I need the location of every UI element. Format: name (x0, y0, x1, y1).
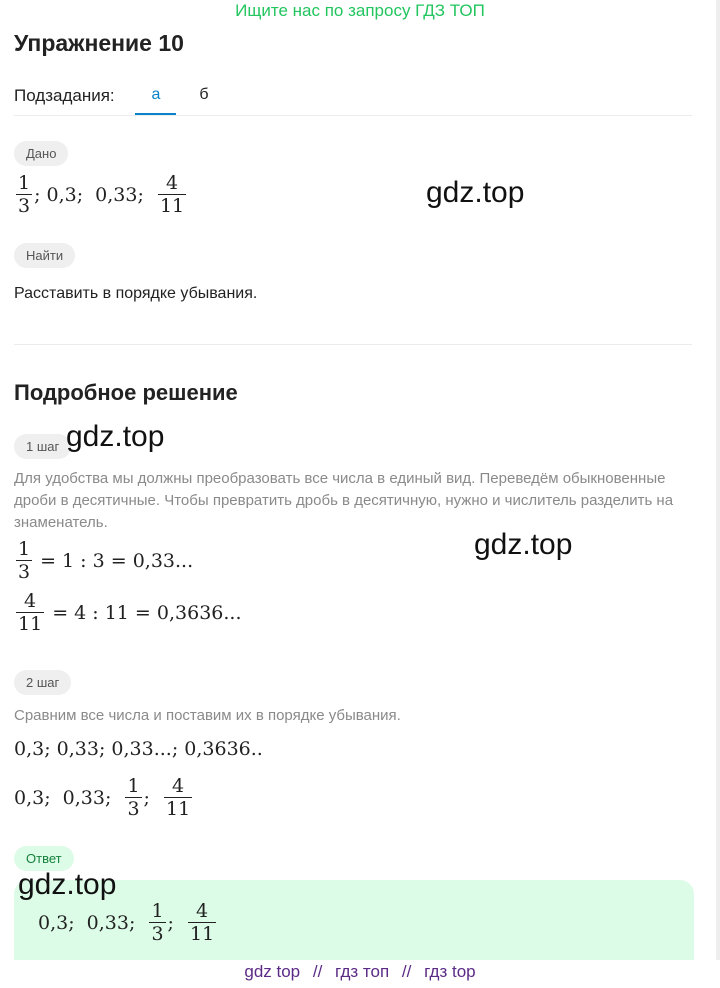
given-decimal-1: 0,3 (46, 183, 77, 206)
bottom-link-2[interactable]: гдз топ (335, 962, 390, 981)
answer-fraction-1-den: 3 (151, 923, 164, 945)
eq2-den: 11 (18, 613, 43, 635)
bottom-link-1[interactable]: gdz top (244, 962, 301, 981)
answer-fraction-2-den: 11 (189, 923, 215, 945)
bottom-link-3[interactable]: гдз top (424, 962, 476, 981)
given-values (14, 172, 188, 217)
step-1-text: Для удобства мы должны преобразовать все числа в единый вид. Переведём обыкновенные дроби в десятичные. Чтобы превратить дробь в десятичную, нужно и числитель разделить на знаменатель. (14, 470, 674, 531)
given-fraction-2 (158, 172, 186, 217)
separator: ; (143, 786, 156, 809)
line2-fraction-1-den: 3 (127, 798, 140, 820)
answer-values (38, 900, 218, 945)
separator: ; (128, 911, 142, 934)
eq1-rest: = 1 : 3 = 0,33... (40, 549, 194, 572)
find-text: Расставить в порядке убывания. (14, 285, 258, 302)
answer-fraction-2-num: 4 (196, 900, 209, 922)
watermark: gdz.top (474, 528, 573, 561)
line2-decimal-2: 0,33 (62, 786, 105, 809)
step-2-text: Сравним все числа и поставим их в порядке убывания. (14, 707, 401, 724)
given-pill: Дано (14, 141, 68, 166)
step-2-line-1: 0,3; 0,33; 0,33...; 0,3636.. (14, 738, 263, 760)
step-1-equation-2 (14, 590, 242, 635)
solution-title: Подробное решение (14, 380, 238, 405)
tab-a[interactable]: а (151, 86, 161, 103)
line2-fraction-1 (125, 775, 141, 820)
watermark: gdz.top (66, 420, 165, 453)
answer-fraction-2 (188, 900, 216, 945)
separator: ; (167, 911, 180, 934)
answer-decimal-2: 0,33 (86, 911, 129, 934)
top-banner[interactable]: Ищите нас по запросу ГДЗ ТОП (235, 1, 485, 20)
separator: ; (34, 183, 41, 206)
step-2-pill: 2 шаг (14, 670, 71, 695)
answer-fraction-1-num: 1 (151, 900, 164, 922)
given-fraction-2-den: 11 (159, 195, 185, 217)
eq2-fraction (16, 590, 44, 635)
separator: ; (44, 786, 57, 809)
step-2-line-2 (14, 775, 194, 820)
given-decimal-2: 0,33 (95, 183, 138, 206)
line2-fraction-1-num: 1 (127, 775, 140, 797)
eq2-num: 4 (24, 590, 37, 612)
line2-fraction-2 (164, 775, 192, 820)
step-1-pill: 1 шаг (14, 434, 71, 459)
eq1-num: 1 (18, 538, 31, 560)
link-separator: // (401, 962, 412, 981)
section-divider (14, 344, 692, 345)
link-separator: // (312, 962, 323, 981)
step-1-equation-1 (14, 538, 193, 583)
answer-pill: Ответ (14, 846, 74, 871)
tabs-divider (14, 115, 692, 116)
bottom-links (0, 962, 720, 982)
line2-fraction-2-den: 11 (165, 798, 191, 820)
watermark: gdz.top (426, 176, 525, 209)
eq2-rest: = 4 : 11 = 0,3636... (52, 601, 242, 624)
line2-decimal-1: 0,3 (14, 786, 45, 809)
answer-fraction-1 (149, 900, 165, 945)
subtasks-label: Подзадания: (14, 86, 115, 105)
separator: ; (76, 183, 90, 206)
page-title: Упражнение 10 (14, 30, 184, 56)
scrollbar[interactable] (716, 0, 720, 960)
eq1-den: 3 (18, 561, 31, 583)
given-fraction-1-den: 3 (18, 195, 31, 217)
find-pill: Найти (14, 243, 75, 268)
eq1-fraction (16, 538, 32, 583)
watermark: gdz.top (18, 868, 117, 901)
separator: ; (68, 911, 81, 934)
answer-decimal-1: 0,3 (38, 911, 69, 934)
separator: ; (104, 786, 118, 809)
given-fraction-1-num: 1 (18, 172, 31, 194)
given-fraction-1 (16, 172, 32, 217)
given-fraction-2-num: 4 (165, 172, 179, 194)
tab-b[interactable]: б (199, 86, 209, 103)
line2-fraction-2-num: 4 (172, 775, 185, 797)
separator: ; (137, 183, 150, 206)
